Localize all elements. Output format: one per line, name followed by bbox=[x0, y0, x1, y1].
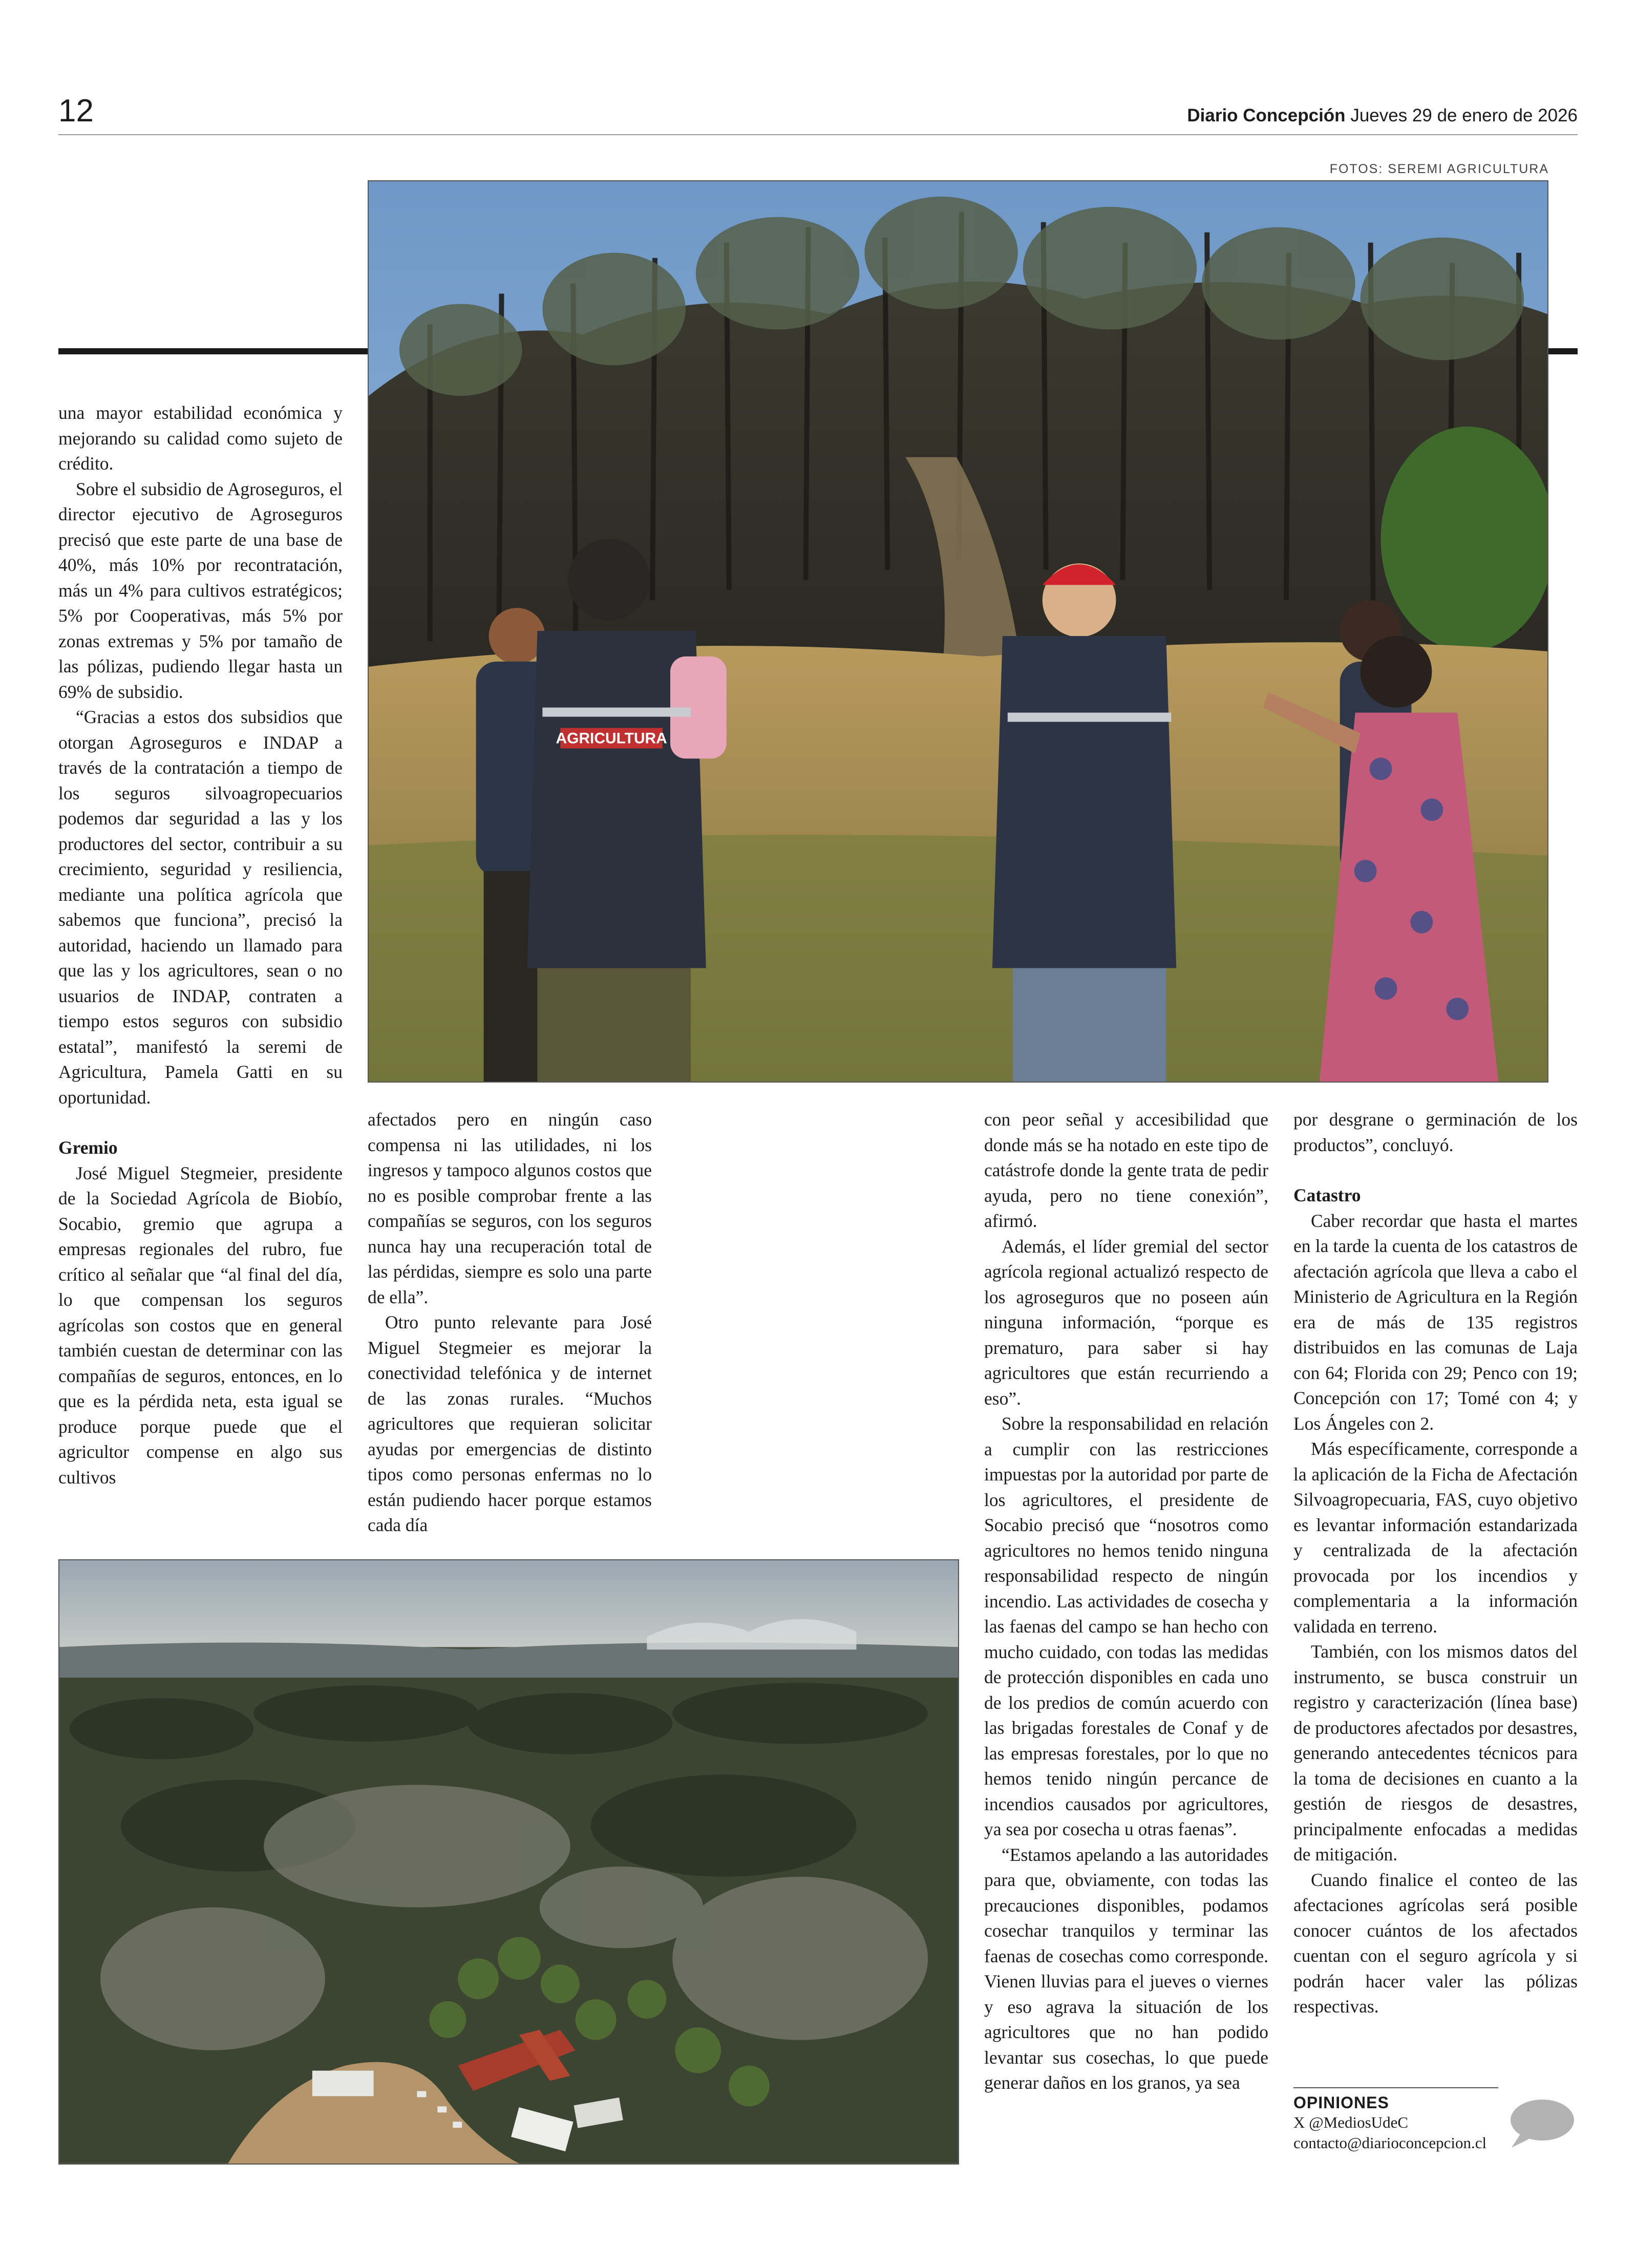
photo-credit: FOTOS: SEREMI AGRICULTURA bbox=[1329, 162, 1549, 176]
page-number: 12 bbox=[58, 93, 94, 129]
article-column-1 bbox=[58, 400, 343, 1490]
paragraph: Sobre el subsidio de Agroseguros, el director ejecutivo de Agroseguros precisó que este parte de una base de 40%, más 10% por recontratación, más un 4% para cultivos estratégicos; 5% por Cooperativas, más 5% por zonas extremas y 5% por tamaño de las pólizas, pudiendo llegar hasta un 69% de subsidio. bbox=[58, 478, 343, 702]
header-rule bbox=[58, 134, 1578, 135]
paragraph: José Miguel Stegmeier, presidente de la Sociedad Agrícola de Biobío, Socabio, gremio que agrupa a empresas regionales del rubro, fue crítico al señalar que “al final del día, lo que compensan los seguros agrícolas son costos que en general también cuestan de determinar con las compañías de seguros, entonces, en lo que es la pérdida neta, esta igual se produce porque puede que el agricultor compense en algo sus cultivos bbox=[58, 1162, 343, 1488]
paragraph: “Gracias a estos dos subsidios que otorgan Agroseguros e INDAP a través de la contratación a tiempo de los seguros silvoagropecuarios podemos dar seguridad a las y los productores del sector, contribuir a su crecimiento, seguridad y resiliencia, mediante una política agrícola que sabemos que funciona”, precisó la autoridad, haciendo un llamado para que las y los agricultores, sean o no usuarios de INDAP, contraten a tiempo estos seguros con subsidio estatal”, manifestó la seremi de Agricultura, Pamela Gatti en su oportunidad. bbox=[58, 707, 343, 1108]
top-photo bbox=[368, 180, 1548, 1083]
paragraph: con peor señal y accesibilidad que donde más se ha notado en este tipo de catástrofe donde la gente trata de pedir ayuda, pero no tiene conexión”, afirmó. bbox=[984, 1109, 1268, 1231]
subheading-gremio: Gremio bbox=[58, 1137, 118, 1158]
article-column-2 bbox=[368, 1107, 652, 1538]
opinions-email-link[interactable]: contacto@diarioconcepcion.cl bbox=[1293, 2134, 1487, 2152]
paragraph: Otro punto relevante para José Miguel Stegmeier es mejorar la conectividad telefónica y de internet de las zonas rurales. “Muchos agricultores que requieran solicitar ayudas por emergencias de distinto tipos como personas enfermas no lo están pudiendo hacer porque estamos cada día bbox=[368, 1312, 652, 1535]
paragraph: Además, el líder gremial del sector agrícola regional actualizó respecto de los agroseguros que no poseen aún ninguna información, “porque es prematuro, para saber si hay agricultores que están recurriendo a eso”. bbox=[984, 1236, 1268, 1409]
article-column-3 bbox=[984, 1107, 1268, 2096]
paragraph: También, con los mismos datos del instrumento, se busca construir un registro y caracterización (línea base) de productores afectados por desastres, generando antecedentes técnicos para la toma de decisiones en cuanto a la gestión de riesgos de desastres, principalmente enfocadas a medidas de mitigación. bbox=[1293, 1641, 1578, 1864]
subheading-catastro: Catastro bbox=[1293, 1185, 1361, 1205]
paragraph: Más específicamente, corresponde a la aplicación de la Ficha de Afectación Silvoagropecuaria, FAS, cuyo objetivo es levantar información estandarizada y centralizada de la afectación provocada por los incendios y complementaria a la información validada en terreno. bbox=[1293, 1438, 1578, 1637]
paragraph: Cuando finalice el conteo de las afectaciones agrícolas será posible conocer cuántos de los afectados cuentan con el seguro agrícola y si podrán hacer valer las pólizas respectivas. bbox=[1293, 1869, 1578, 2017]
opinions-twitter-link[interactable]: X @MediosUdeC bbox=[1293, 2113, 1409, 2131]
paragraph: afectados pero en ningún caso compensa ni las utilidades, ni los ingresos y tampoco algunos costos que no es posible comprobar frente a las compañías se seguros, con los seguros nunca hay una recuperación total de las pérdidas, siempre es solo una parte de ella”. bbox=[368, 1109, 652, 1307]
opinions-box bbox=[1293, 2088, 1498, 2153]
paragraph: Caber recordar que hasta el martes en la tarde la cuenta de los catastros de afectación agrícola que lleva a cabo el Ministerio de Agricultura en la Región era de más de 135 registros distribuidos en las comunas de Laja con 64; Florida con 29; Penco con 19; Concepción con 17; Tomé con 4; y Los Ángeles con 2. bbox=[1293, 1210, 1578, 1434]
paragraph: “Estamos apelando a las autoridades para que, obviamente, con todas las precauciones disponibles, podamos cosechar tranquilos y terminar las faenas de cosechas como corresponde. Vienen lluvias para el jueves o viernes y eso agrava la situación de los agricultores que no han podido levantar sus cosechas, lo que puede generar daños en los granos, ya sea bbox=[984, 1844, 1268, 2093]
paragraph: una mayor estabilidad económica y mejorando su calidad como sujeto de crédito. bbox=[58, 402, 343, 474]
paragraph: por desgrane o germinación de los productos”, concluyó. bbox=[1293, 1109, 1578, 1155]
speech-bubble-icon bbox=[1506, 2097, 1575, 2150]
bottom-photo bbox=[58, 1559, 959, 2165]
section-rule-left bbox=[58, 348, 368, 354]
section-rule-right bbox=[1548, 348, 1578, 354]
paragraph: Sobre la responsabilidad en relación a cumplir con las restricciones impuestas por la autoridad por parte de los agricultores, el presidente de Socabio precisó que “nosotros como agricultores no hemos tenido ninguna responsabilidad respecto de ningún incendio. Las actividades de cosecha y las faenas del campo se han hecho con mucho cuidado, con todas las medidas de protección disponibles en cada uno de los predios de común acuerdo con las brigadas forestales de Conaf y de las empresas forestales, por lo que no hemos tenido ningún percance de incendios causados por agricultores, ya sea por cosecha u otras faenas”. bbox=[984, 1413, 1268, 1839]
publication-name: Diario Concepción bbox=[1187, 105, 1346, 125]
article-column-4 bbox=[1293, 1107, 1578, 2020]
vest-text: AGRICULTURA bbox=[556, 730, 667, 747]
opinions-title: OPINIONES bbox=[1293, 2093, 1389, 2112]
issue-date: Jueves 29 de enero de 2026 bbox=[1350, 105, 1578, 125]
masthead bbox=[1187, 105, 1578, 126]
